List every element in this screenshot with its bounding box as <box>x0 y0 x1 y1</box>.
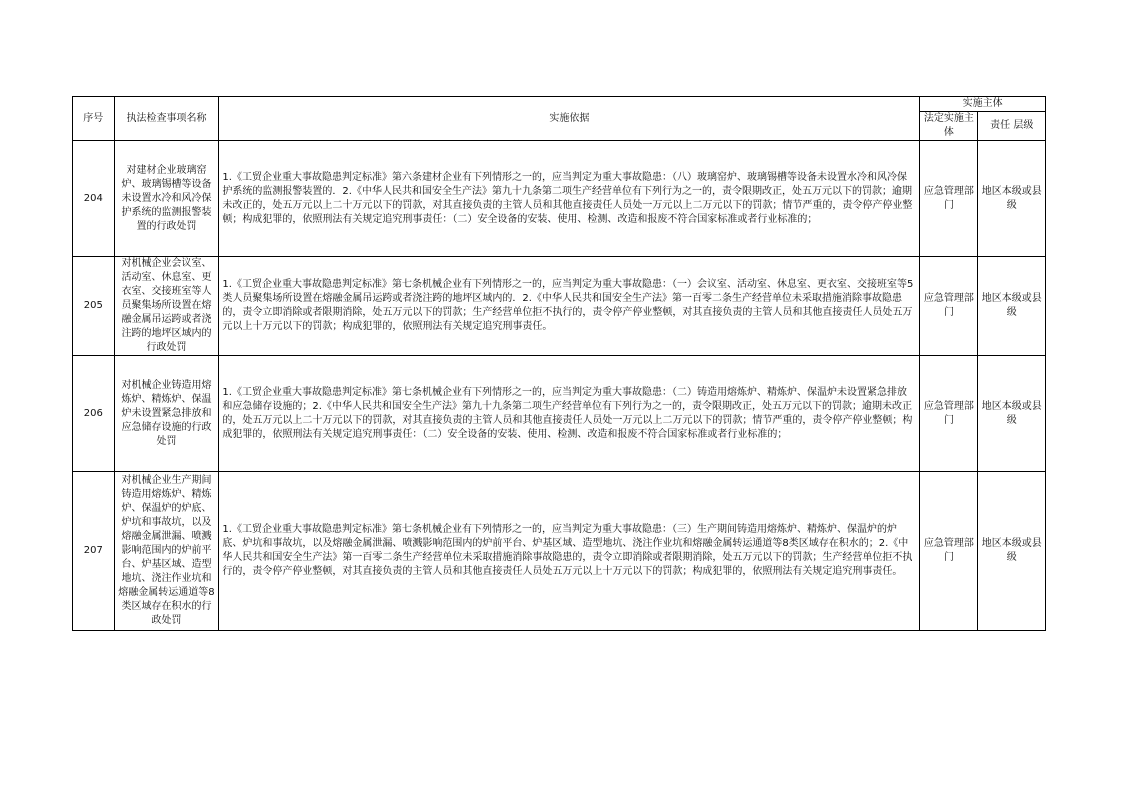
row-basis: 1.《工贸企业重大事故隐患判定标准》第七条机械企业有下列情形之一的，应当判定为重大事故隐患：（一）会议室、活动室、休息室、更衣室、交接班室等5类人员聚集场所设置在熔融金属吊运跨或者浇注跨的地坪区域内的．2.《中华人民共和国安全生产法》第一百零二条生产经营单位未采取措施消除事故隐患的，责令立即消除或者限期消除，处五万元以下的罚款；生产经营单位拒不执行的，责令停产停业整顿，对其直接负责的主管人员和其他直接责任人员处五万元以上十万元以下的罚款；构成犯罪的，依照刑法有关规定追究刑事责任。 <box>219 257 920 356</box>
table-row <box>73 257 1046 356</box>
header-basis: 实施依据 <box>219 97 920 141</box>
row-subject: 应急管理部门 <box>920 472 978 631</box>
row-basis: 1.《工贸企业重大事故隐患判定标准》第七条机械企业有下列情形之一的，应当判定为重大事故隐患：（三）生产期间铸造用熔炼炉、精炼炉、保温炉的炉底、炉坑和事故坑，以及熔融金属泄漏、喷溅影响范围内的炉前平台、炉基区域、造型地坑、浇注作业坑和熔融金属转运通道等8类区域存在积水的；2.《中华人民共和国安全生产法》第一百零二条生产经营单位未采取措施消除事故隐患的，责令立即消除或者限期消除，处五万元以下的罚款；生产经营单位拒不执行的，责令停产停业整顿，对其直接负责的主管人员和其他直接责任人员处五万元以上十万元以下的罚款；构成犯罪的，依照刑法有关规定追究刑事责任。 <box>219 472 920 631</box>
row-item-name: 对建材企业玻璃窑炉、玻璃锡槽等设备未设置水冷和风冷保护系统的监测报警装置的行政处罚 <box>114 141 219 257</box>
row-level: 地区本级或县级 <box>978 356 1046 472</box>
table-row <box>73 472 1046 631</box>
row-seq: 207 <box>73 472 115 631</box>
row-level: 地区本级或县级 <box>978 257 1046 356</box>
row-subject: 应急管理部门 <box>920 141 978 257</box>
header-subject: 实施主体 <box>920 97 1046 112</box>
table-row <box>73 356 1046 472</box>
row-basis: 1.《工贸企业重大事故隐患判定标准》第七条机械企业有下列情形之一的，应当判定为重大事故隐患：（二）铸造用熔炼炉、精炼炉、保温炉未设置紧急排放和应急储存设施的；2.《中华人民共和国安全生产法》第九十九条第二项生产经营单位有下列行为之一的，责令限期改正，处五万元以下的罚款；逾期未改正的，处五万元以上二十万元以下的罚款，对其直接负责的主管人员和其他直接责任人员处一万元以上二万元以下的罚款；情节严重的，责令停产停业整顿；构成犯罪的，依照刑法有关规定追究刑事责任：（二）安全设备的安装、使用、检测、改造和报废不符合国家标准或者行业标准的； <box>219 356 920 472</box>
row-subject: 应急管理部门 <box>920 356 978 472</box>
header-legal-subject: 法定实施主体 <box>920 112 978 141</box>
row-item-name: 对机械企业生产期间铸造用熔炼炉、精炼炉、保温炉的炉底、炉坑和事故坑，以及熔融金属泄漏、喷溅影响范围内的炉前平台、炉基区域、造型地坑、浇注作业坑和熔融金属转运通道等8类区域存在积水的行政处罚 <box>114 472 219 631</box>
row-level: 地区本级或县级 <box>978 472 1046 631</box>
row-seq: 206 <box>73 356 115 472</box>
enforcement-items-table <box>72 96 1046 631</box>
row-seq: 205 <box>73 257 115 356</box>
row-level: 地区本级或县级 <box>978 141 1046 257</box>
header-item-name: 执法检查事项名称 <box>114 97 219 141</box>
row-item-name: 对机械企业会议室、活动室、休息室、更衣室、交接班室等人员聚集场所设置在熔融金属吊运跨或者浇注跨的地坪区域内的行政处罚 <box>114 257 219 356</box>
row-seq: 204 <box>73 141 115 257</box>
row-basis: 1.《工贸企业重大事故隐患判定标准》第六条建材企业有下列情形之一的，应当判定为重大事故隐患：（八）玻璃窑炉、玻璃锡槽等设备未设置水冷和风冷保护系统的监测报警装置的．2.《中华人民共和国安全生产法》第九十九条第二项生产经营单位有下列行为之一的，责令限期改正，处五万元以下的罚款；逾期未改正的，处五万元以上二十万元以下的罚款，对其直接负责的主管人员和其他直接责任人员处一万元以上二万元以下的罚款；情节严重的，责令停产停业整顿；构成犯罪的，依照刑法有关规定追究刑事责任：（二）安全设备的安装、使用、检测、改造和报废不符合国家标准或者行业标准的； <box>219 141 920 257</box>
row-subject: 应急管理部门 <box>920 257 978 356</box>
row-item-name: 对机械企业铸造用熔炼炉、精炼炉、保温炉未设置紧急排放和应急储存设施的行政处罚 <box>114 356 219 472</box>
table-row <box>73 141 1046 257</box>
header-responsibility-level: 责任 层级 <box>978 112 1046 141</box>
header-seq: 序号 <box>73 97 115 141</box>
